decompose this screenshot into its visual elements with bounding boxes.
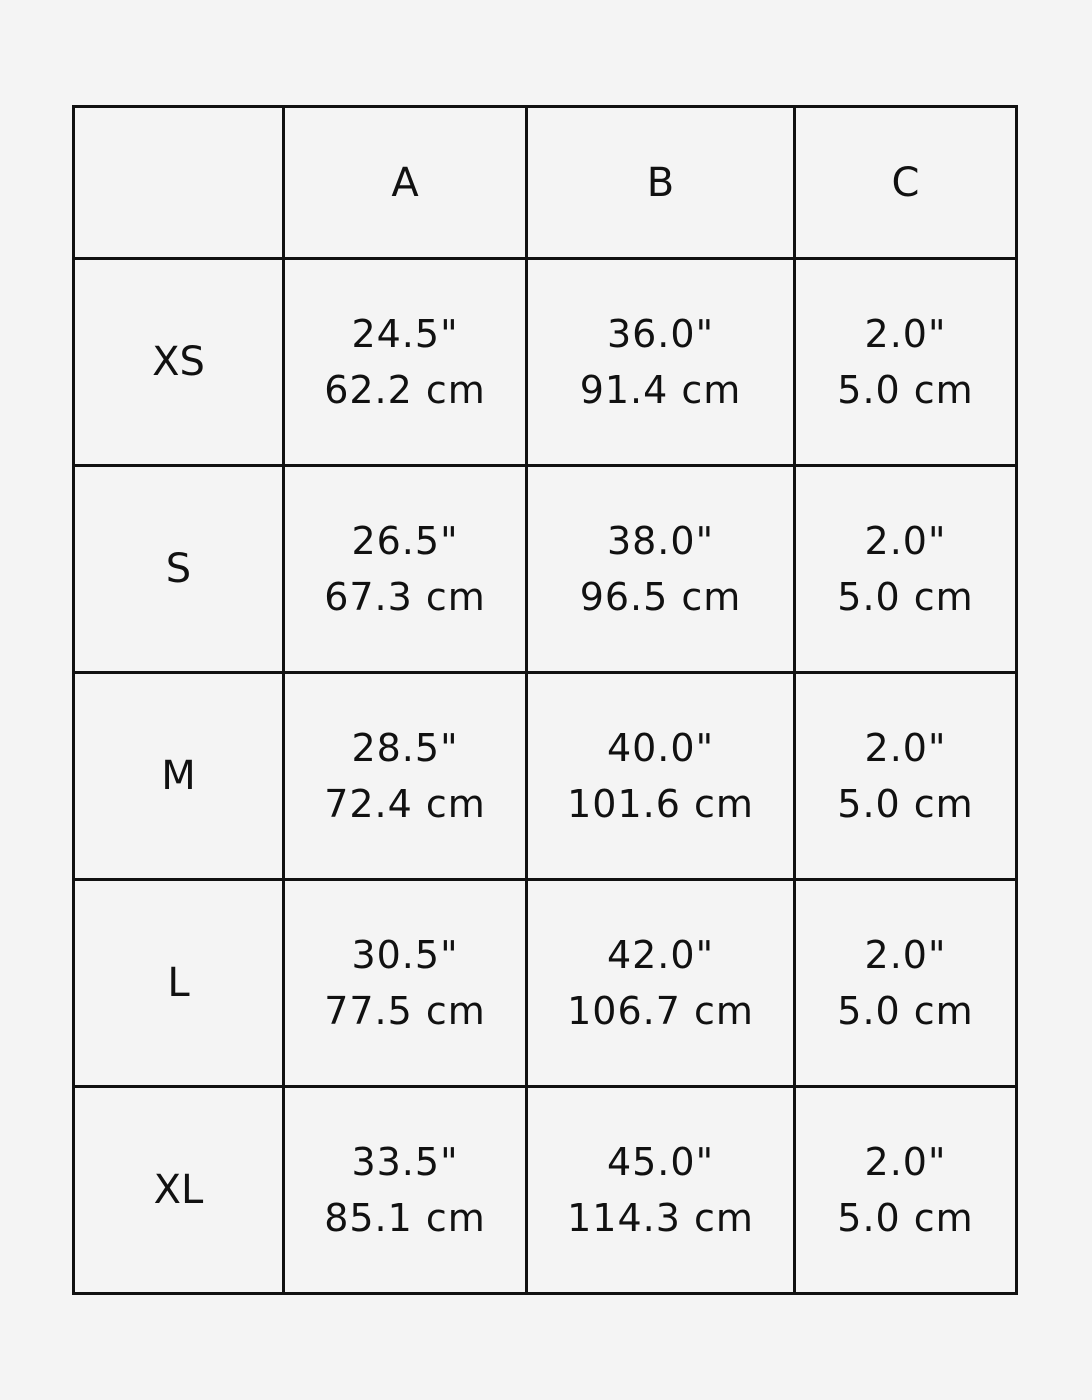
size-label: S (74, 466, 284, 673)
inch-value: 2.0" (864, 519, 947, 563)
header-cell-c: C (795, 107, 1017, 259)
cm-value: 5.0 cm (837, 575, 974, 619)
cm-value: 101.6 cm (567, 782, 754, 826)
size-label: M (74, 673, 284, 880)
measurement-cell-b (527, 673, 795, 880)
cm-value: 5.0 cm (837, 782, 974, 826)
measurement-cell-c (795, 259, 1017, 466)
inch-value: 2.0" (864, 1140, 947, 1184)
inch-value: 26.5" (351, 519, 459, 563)
measurement-cell-b (527, 1087, 795, 1294)
table-row-l (74, 880, 1017, 1087)
measurement-cell-a (284, 466, 527, 673)
cm-value: 96.5 cm (579, 575, 742, 619)
inch-value: 40.0" (606, 726, 715, 770)
inch-value: 36.0" (606, 312, 715, 356)
measurement-cell-c (795, 880, 1017, 1087)
inch-value: 42.0" (606, 933, 715, 977)
cm-value: 85.1 cm (324, 1196, 486, 1240)
header-row (74, 107, 1017, 259)
cm-value: 5.0 cm (837, 1196, 974, 1240)
inch-value: 2.0" (864, 726, 947, 770)
inch-value: 2.0" (864, 312, 947, 356)
table-row-xl (74, 1087, 1017, 1294)
measurement-cell-b (527, 466, 795, 673)
inch-value: 38.0" (606, 519, 715, 563)
inch-value: 28.5" (351, 726, 459, 770)
cm-value: 114.3 cm (567, 1196, 754, 1240)
size-label: L (74, 880, 284, 1087)
cm-value: 62.2 cm (324, 368, 486, 412)
inch-value: 24.5" (351, 312, 459, 356)
inch-value: 30.5" (351, 933, 459, 977)
inch-value: 33.5" (351, 1140, 459, 1184)
cm-value: 5.0 cm (837, 989, 974, 1033)
cm-value: 91.4 cm (579, 368, 742, 412)
inch-value: 2.0" (864, 933, 947, 977)
measurement-cell-a (284, 673, 527, 880)
measurement-cell-a (284, 1087, 527, 1294)
cm-value: 5.0 cm (837, 368, 974, 412)
size-chart-table (72, 105, 1018, 1295)
measurement-cell-a (284, 259, 527, 466)
header-cell-a: A (284, 107, 527, 259)
size-label: XS (74, 259, 284, 466)
measurement-cell-c (795, 1087, 1017, 1294)
measurement-cell-c (795, 673, 1017, 880)
inch-value: 45.0" (606, 1140, 715, 1184)
cm-value: 106.7 cm (567, 989, 754, 1033)
header-cell-b: B (527, 107, 795, 259)
table-row-m (74, 673, 1017, 880)
measurement-cell-c (795, 466, 1017, 673)
size-label: XL (74, 1087, 284, 1294)
table-row-xs (74, 259, 1017, 466)
measurement-cell-b (527, 259, 795, 466)
measurement-cell-a (284, 880, 527, 1087)
table-row-s (74, 466, 1017, 673)
header-corner-cell (74, 107, 284, 259)
measurement-cell-b (527, 880, 795, 1087)
cm-value: 67.3 cm (324, 575, 486, 619)
cm-value: 72.4 cm (324, 782, 486, 826)
cm-value: 77.5 cm (324, 989, 486, 1033)
